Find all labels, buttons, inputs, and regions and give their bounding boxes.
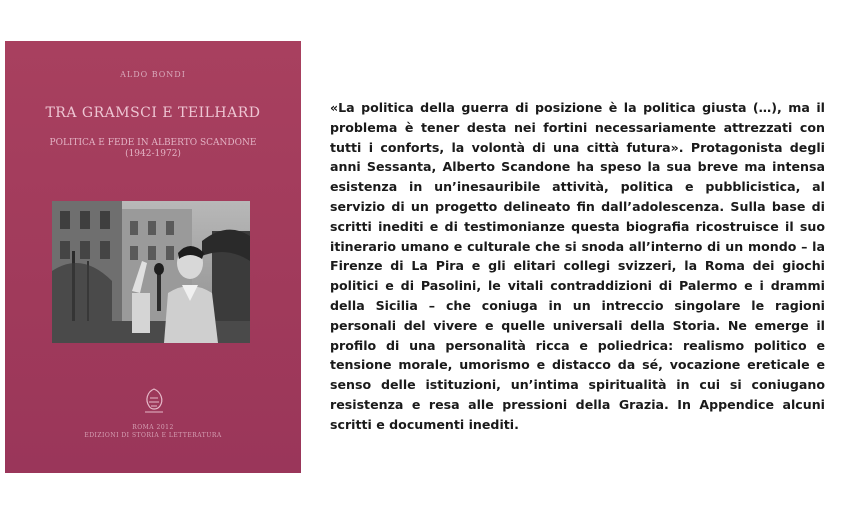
cover-imprint <box>5 424 301 440</box>
cover-photograph-image <box>52 201 250 343</box>
cover-subtitle-line1: POLITICA E FEDE IN ALBERTO SCANDONE <box>49 138 257 148</box>
cover-imprint-publisher: EDIZIONI DI STORIA E LETTERATURA <box>84 432 222 439</box>
book-cover <box>5 41 301 473</box>
publisher-logo <box>141 386 167 416</box>
cover-title: TRA GRAMSCI E TEILHARD <box>45 105 261 121</box>
cover-author: ALDO BONDI <box>120 70 186 79</box>
cover-subtitle <box>5 138 301 160</box>
cover-photograph <box>52 201 250 343</box>
book-description: «La politica della guerra di posizione è la politica giusta (…), ma il problema è tener desta nei fortini necessariamente attrezzati con tutti i conforts, la volontà di una città futura». Protagonista degli anni Sessanta, Alberto Scandone ha speso la sua breve ma intensa esistenza in un’inesauribile attività, politica e pubblicistica, al servizio di un progetto delineato fin dall’adolescenza. Sulla base di scritti inediti e di testimonianze questa biografia ricostruisce il suo itinerario umano e culturale che si snoda all’interno di un mondo – la Firenze di La Pira e gli elitari collegi svizzeri, la Roma dei giochi politici e di Pasolini, le vitali contraddizioni di Palermo e i drammi della Sicilia – che coniuga in un intreccio singolare le ragioni personali del vivere e quelle universali della Storia. Ne emerge il profilo di una personalità ricca e poliedrica: realismo politico e tensione morale, umorismo e distacco da sé, vocazione ereticale e senso delle istituzioni, un’intima spiritualità in cui si coniugano resistenza e resa alle pressioni della Grazia. In Appendice alcuni scritti e documenti inediti. <box>330 100 825 432</box>
cover-imprint-city-year: ROMA 2012 <box>132 424 174 431</box>
cover-subtitle-line2: (1942-1972) <box>125 149 181 159</box>
